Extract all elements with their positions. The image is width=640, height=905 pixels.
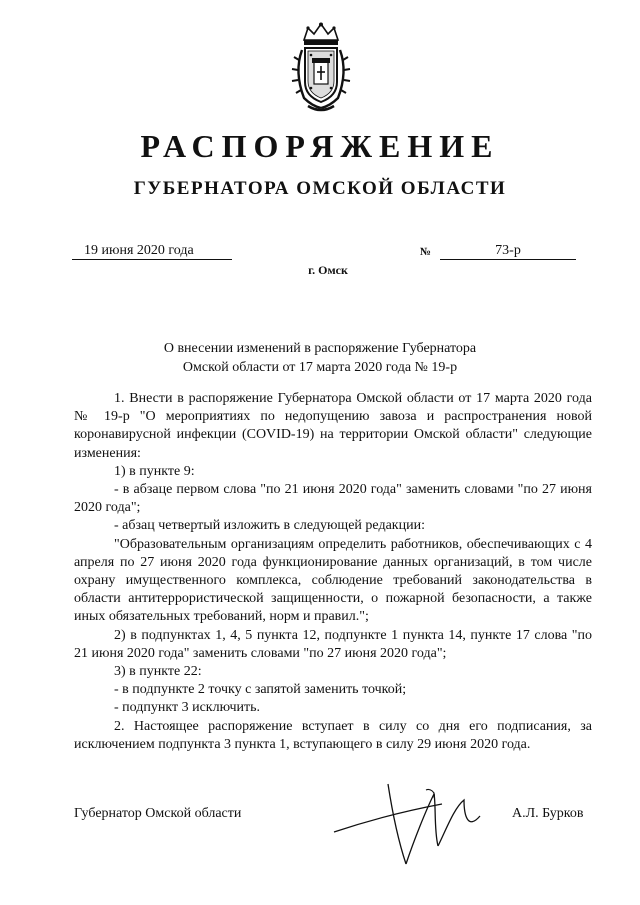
signatory-name: А.Л. Бурков: [512, 806, 584, 821]
document-city: г. Омск: [308, 263, 348, 277]
paragraph-2: 1) в пункте 9:: [114, 463, 195, 479]
paragraph-4: - абзац четвертый изложить в следующей редакции:: [114, 518, 425, 534]
paragraph-1: 1. Внести в распоряжение Губернатора Омской области от 17 марта 2020 года № 19-р "О мероприятиях по недопущению завоза и распространения новой коронавирусной инфекции (COVID-19) на территории Омской области" следующие изменения:: [74, 391, 592, 461]
document-number: 73-р: [440, 242, 576, 260]
subject-line-2: Омской области от 17 марта 2020 года № 19-р: [182, 360, 458, 375]
document-body: [74, 390, 592, 754]
paragraph-7: 3) в пункте 22:: [114, 664, 202, 680]
subject-line-1: О внесении изменений в распоряжение Губернатора: [163, 341, 477, 356]
document-subject: [0, 339, 640, 377]
handwritten-signature: [330, 770, 500, 870]
number-label: №: [420, 246, 432, 258]
coat-of-arms-icon: [290, 22, 352, 114]
paragraph-8: - в подпункте 2 точку с запятой заменить точкой;: [114, 682, 407, 698]
paragraph-6: 2) в подпунктах 1, 4, 5 пункта 12, подпункте 1 пункта 14, пункте 17 слова "по 21 июня 2020 года" заменить словами "по 27 июня 2020 года";: [74, 627, 592, 661]
document-date: 19 июня 2020 года: [72, 242, 232, 260]
document-type-heading: РАСПОРЯЖЕНИЕ: [140, 128, 500, 164]
signatory-title: Губернатор Омской области: [74, 806, 242, 821]
issuer-heading: ГУБЕРНАТОРА ОМСКОЙ ОБЛАСТИ: [133, 178, 507, 199]
paragraph-3: - в абзаце первом слова "по 21 июня 2020 года" заменить словами "по 27 июня 2020 года";: [74, 482, 592, 516]
paragraph-5: "Образовательным организациям определить работников, обеспечивающих с 4 апреля по 27 июня 2020 года функционирование данных организаций, в том числе охрану имущественного комплекса, соблюдение требований законодательства в области антитеррористической защищенности, о пожарной безопасности, а также иных обязательных требований, норм и правил.";: [74, 536, 592, 625]
paragraph-10: 2. Настоящее распоряжение вступает в силу со дня его подписания, за исключением подпункта 3 пункта 1, вступающего в силу 29 июня 2020 года.: [74, 718, 592, 752]
paragraph-9: - подпункт 3 исключить.: [114, 700, 261, 716]
